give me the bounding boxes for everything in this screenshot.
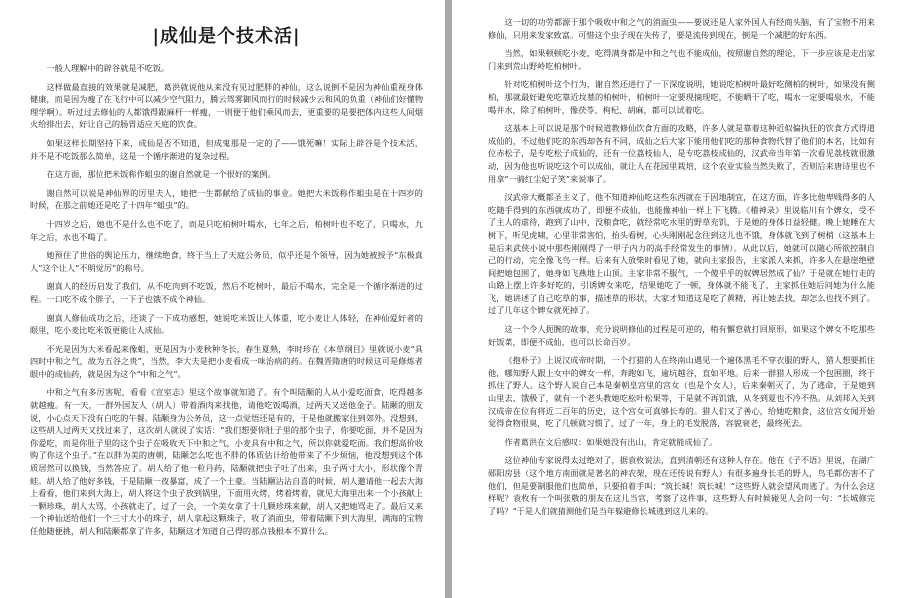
paragraph: 一般人理解中的辟谷就是不吃饭。 (46, 63, 170, 73)
paragraph: 这样做最直接的效果就是减肥，葛洪就说他从来没有见过肥胖的神仙，这么说倒不是因为神仙重视身体健康，而是因为瘦了在飞行中可以减少空气阻力，腾云驾雾御风而行的时候减少云和风的负重（神仙们好懂物理学啊）。听过过去修仙的人都饿得跟麻杆一样瘦，一则便于他们乘风而去，更重要的是要把体内这些人间烟火给排出去，好让自己的肠胃适应天庭的饮食。 (30, 81, 424, 130)
paragraph: 这基本上可以说是那个时候道教修仙饮食方面的攻略，许多人就是靠着这种近似偏执狂的饮食方式得道成仙的，不过他们吃的东西却各有不同，成仙之后大家下能用他们吃的那种食物代替了他们的本名，比如有位赤松子，是专吃松子成仙的，还有一位荔枝仙人，是专吃荔枝成仙的，汉武帝当年第一次看见荔枝就很激动，因为他也听说吃这个可以成仙，就让人在花园里栽培，这个农业实验当然失败了，否则后来唐诗里也不用拿“一骑红尘妃子笑”来说事了。 (488, 123, 875, 184)
paragraph: 她预住了世俗的舆论压力，继续绝食，终于当上了天庭公务员，似乎还是个领导，因为她被授予“东极真人”这个让人“不明觉厉”的称号。 (30, 250, 423, 273)
paragraph: 谢真人的经历启发了我们，从不吃肉到不吃饭，然后不吃树叶，最后不喝水，完全是一个循序渐进的过程。一口吃不成个胖子，一下子也饿不成个神仙。 (30, 281, 423, 304)
page-gutter (445, 0, 452, 598)
paragraph: 如果这样长期坚持下来，成仙是否不知道，但成鬼那是一定的了——饿死嘛！实际上辟谷是个技术活，并不是不吃饭那么简单，这是一个循序渐进的复杂过程。 (30, 137, 423, 161)
paragraph: 作者葛洪在文后感叹：如果她没有出山，肯定就能成仙了。 (504, 436, 718, 447)
paragraph: 这一切的功劳都源于那个吸收中和之气的消面虫——要说还是人家外国人有经商头脑，有了宝物不用来修仙，只用来发家致富。可惜这个虫子现在失传了，要是流传到现在，倒是一个减肥的好东西。 (488, 17, 875, 40)
paragraph: 这位神仙专家说得太过绝对了，据袁枚说法，直到清朝还有这种人存在。他在《子不语》里说，在湖广郧阳房县（这个地方南面就是著名的神农架，现在还传说有野人）有很多遍身长毛的野人，鸟毛都伤害不了他们，但是要制服他们也简单，只要拍着手叫：“筑长城！筑长城！”这些野人就会望风而逃了。为什么会这样呢？袁枚有一个叫张敬的朋友在这儿当官，考察了这件事，这些野人有时候碰见人会问一句：“长城修完了吗？”于是人们就猜测他们是当年躲避修长城逃到这儿来的。 (488, 455, 875, 516)
paragraph: 这一个令人扼腕的故事，充分说明修仙的过程是可逆的，稍有懈怠就打回原形，如果这个婢女不吃那些好饭菜，即便不成仙，也可以长命百岁。 (488, 324, 875, 347)
paragraph: 当然，如果顿顿吃小麦，吃得满身都是中和之气也不能成仙，按照谢自然的理论，下一步应该是走出家门来到荒山野岭吃柏树叶。 (488, 48, 875, 71)
paragraph: 针对吃柏树叶这个行为，谢自然还进行了一下深度说明，她说吃柏树叶最好吃侧柏的树叶，如果没有侧柏，那就最好避免吃靠近坟墓的柏树叶，柏树叶一定要现摘现吃，不能晒干了吃，喝水一定要喝泉水，不能喝井水，除了柏树叶，像茯苓、枸杞、胡麻，都可以试着吃。 (488, 79, 875, 115)
paragraph: 中和之气有多厉害呢，看看《宣室志》里这个故事就知道了。有个叫陆颙的人从小爱吃面食，吃得越多就越瘦。有一天，一群外国友人（胡人）带着酒肉来找他，请他吃饭喝酒，过两天又送他金子。陆颙的朋友说，小心点天下没有白吃的午餐。陆颙身为公务员，这一点觉悟还是有的，于是他就搬家住到郊外。没想到，这些胡人过两天又找过来了，这次胡人就说了实话：“我们想要你肚子里的那个虫子，你要吃面，并不是因为你爱吃，而是你肚子里的这个虫子在吸收天下中和之气，小麦具有中和之气，所以你就爱吃面。我们想高价收购了你这个虫子。”在以胖为美的唐朝，陆颙怎么吃也不胖的体质估计给他带来了不少烦恼，他没想到这个体质居然可以换钱，当然答应了。胡人给了他一粒丹药，陆颙就把虫子吐了出来，虫子两寸大小，形状像个青蛙。胡人给了他好多钱，于是陆颙一夜暴富，成了一个土豪。当陆颙沾沾自喜的时候，胡人邀请他一起去大海上看看，他们来到大海上，胡人将这个虫子放到锅里，下面用火烤，烤着烤着，就见大海里出来一个小孩献上一颗珍珠，胡人大骂，小孩就走了，过了一会，一个美女拿了十几颗珍珠来献，胡人又把她骂走了。最后又来一个神仙送给他们一个三寸大小的珠子，胡人拿起这颗珠子，收了消面虫，带着陆颙下到大海里，满海的宝物任他随便挑，胡人和陆颙都拿了许多，陆颙这才知道自己得的那点钱根本不算什么。 (30, 387, 424, 536)
paragraph: 十四岁之后，她也不是什么也不吃了，而是只吃柏树叶喝水，七年之后，柏树叶也不吃了，只喝水，九年之后，水也不喝了。 (30, 218, 423, 242)
page-title: |成仙是个技术活| (152, 26, 301, 47)
paragraph: 《抱朴子》上说汉成帝时期，一个打猎的人在终南山遇见一个遍体黑毛不穿衣服的野人，猎人想要抓住他，哪知野人跟上女中的婢女一样，奔跑如飞，逾坑越谷，直如平地。后来一群猎人形成一个包围圈，终于抓住了野人。这个野人说自己本是秦朝皇宫里的宫女（也是个女人），后来秦朝灭了，为了逃命，于是她到山里去，饿极了，就有一个老头教她吃松叶松果等，于是就不再饥饿，从冬到夏也不冷不热。从刘邦入关到汉成帝在位有将近二百年的历史，这个宫女可真够长寿的。猎人们又了善心，给她吃粮食，这位宫女闻开始觉得食物很臭，吃了几顿就习惯了，过了一年，身上的毛发脱落，容貌衰老，最终死去。 (488, 355, 875, 429)
left-page (0, 0, 445, 598)
paragraph: 谢真人修仙成功之后，还谈了一下成功感想，她说吃米饭让人体重，吃小麦让人体轻，在神仙爱好者的眼里，吃小麦比吃米饭更能让人成仙。 (30, 312, 423, 336)
right-page (452, 0, 899, 598)
paragraph: 谢自然可以说是神仙界的厉里夫人，她把一生都献给了成仙的事业。她把大米饭称作蛆虫是在十四岁的时候，在那之前她还是吃了十四年“蛆虫”的。 (30, 187, 423, 211)
paragraph: 在这方面，那位把米饭称作蛆虫的谢自然就是一个很好的案例。 (46, 169, 276, 180)
paragraph: 汉武帝大概都圣主义了，他不知道神仙吃这些东西就在于因地制宜，在这方面，许多比他卑贱得多的人吃随手得到的东西就成功了，即便不成仙，也能像神仙一样上下飞腾。《稽神录》里说临川有个婢女，受不了主人的虐待，跑到了山中，没粮食吃，就经常吃水里的野草充饥，于是她的身体日益轻健。晚上她睡在大树下，听见虎啸，心里非常害怕，抬头看树，心头刚刚起念往到这儿也不饿，身体就飞到了树梢（这基本上是后来武侠小说中那些刚刚得了一甲子内力的高手经常发生的事情）。从此以后，她就可以随心所欲控制自己的行动，完全像飞鸟一样。后来有人放柴时看见了她，就向主家报告，主家派人来抓，许多人在悬崖绝壁间把她包围了，她身如飞燕地上山顶。主家非常不服气，一个傻乎乎的奴婢居然成了仙？于是就在她行走的山路上摆上许多好吃的，引诱婢女来吃，结果她吃了一顿，身体就不能飞了，主家抓住她后问她为什么能飞，她讲述了自己吃草的事，描述草的形状，大家才知道这是吃了黄精，再让她去找，却怎么也找不到了。过了几年这个婢女就死掉了。 (488, 192, 875, 316)
paragraph: 不光是因为大米看起来像蛆，更是因为小麦秋种冬长，春生夏熟，李时珍在《本草纲目》里就说小麦“具四时中和之气，故为五谷之贵”，当然，李大夫是把小麦看成一味治病的药。在魏晋隋唐的时候这可是修炼者眼中的成仙药，就是因为这个“中和之气”。 (30, 343, 423, 379)
